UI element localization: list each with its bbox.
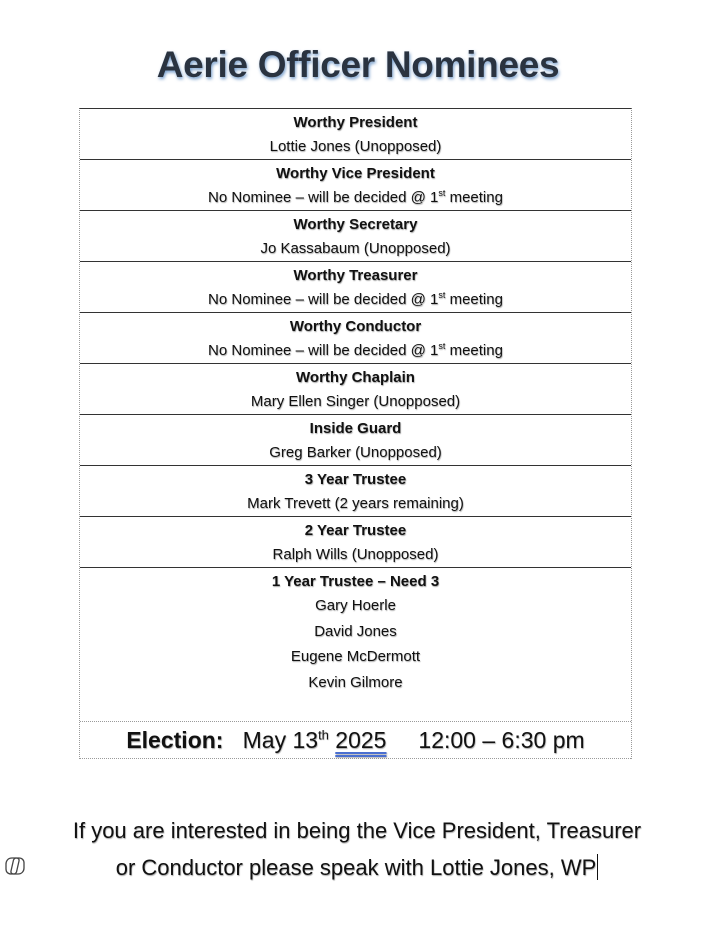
office-row xyxy=(80,517,631,568)
office-title: Worthy Treasurer xyxy=(293,267,418,284)
office-nominee: Jo Kassabaum (Unopposed) xyxy=(260,240,451,257)
office-title: Worthy President xyxy=(293,114,418,131)
office-nominee: Mark Trevett (2 years remaining) xyxy=(247,495,464,512)
election-year: 2025 xyxy=(335,727,387,753)
footer-text: or Conductor please speak with Lottie Jones, WP xyxy=(115,855,597,880)
office-row xyxy=(80,262,631,313)
nominee-text: meeting xyxy=(445,342,503,359)
office-nominee xyxy=(80,287,631,313)
office-row xyxy=(80,415,631,466)
office-row xyxy=(80,364,631,415)
election-date: May 13 xyxy=(242,727,319,753)
page-title: Aerie Officer Nominees xyxy=(156,44,560,85)
election-info xyxy=(80,722,631,759)
election-label: Election: xyxy=(126,727,224,753)
date-suffix: th xyxy=(318,727,329,743)
nominees-table xyxy=(79,108,632,759)
office-row xyxy=(80,466,631,517)
nominee-text: No Nominee – will be decided @ 1 xyxy=(208,291,439,308)
nominee-text: meeting xyxy=(445,291,503,308)
office-row xyxy=(80,160,631,211)
office-row xyxy=(80,109,631,160)
footer-line: If you are interested in being the Vice President, Treasurer xyxy=(72,818,642,843)
office-title: Worthy Secretary xyxy=(293,216,418,233)
office-title: Inside Guard xyxy=(309,420,402,437)
ordinal-suffix: st xyxy=(438,341,446,351)
office-title: 1 Year Trustee – Need 3 xyxy=(271,573,440,590)
nominee-text: No Nominee – will be decided @ 1 xyxy=(208,342,439,359)
election-time: 12:00 – 6:30 pm xyxy=(418,727,585,753)
ordinal-suffix: st xyxy=(438,290,446,300)
copilot-icon[interactable] xyxy=(3,854,27,878)
footer-note xyxy=(0,812,708,886)
office-nominee xyxy=(80,338,631,364)
office-nominee: Mary Ellen Singer (Unopposed) xyxy=(250,393,461,410)
trustee-name: Eugene McDermott xyxy=(290,648,421,665)
office-row xyxy=(80,313,631,364)
office-nominee: Ralph Wills (Unopposed) xyxy=(272,546,439,563)
nominee-text: No Nominee – will be decided @ 1 xyxy=(208,189,439,206)
office-row xyxy=(80,211,631,262)
office-title: 2 Year Trustee xyxy=(304,522,407,539)
nominee-text: meeting xyxy=(445,189,503,206)
trustee-name-list xyxy=(80,593,631,695)
one-year-trustee-row xyxy=(80,568,631,722)
office-nominee: Lottie Jones (Unopposed) xyxy=(269,138,442,155)
ordinal-suffix: st xyxy=(438,188,446,198)
trustee-name: Kevin Gilmore xyxy=(308,673,403,691)
office-title: Worthy Conductor xyxy=(289,318,422,335)
office-title: Worthy Chaplain xyxy=(296,369,415,386)
trustee-name: David Jones xyxy=(314,622,397,640)
office-title: Worthy Vice President xyxy=(276,165,435,182)
text-cursor xyxy=(597,854,598,880)
office-nominee xyxy=(80,185,631,211)
office-title: 3 Year Trustee xyxy=(304,471,407,488)
trustee-name: Gary Hoerle xyxy=(315,597,396,614)
office-nominee: Greg Barker (Unopposed) xyxy=(269,444,442,461)
footer-line xyxy=(0,849,708,886)
copilot-icon-graphic xyxy=(3,854,27,878)
